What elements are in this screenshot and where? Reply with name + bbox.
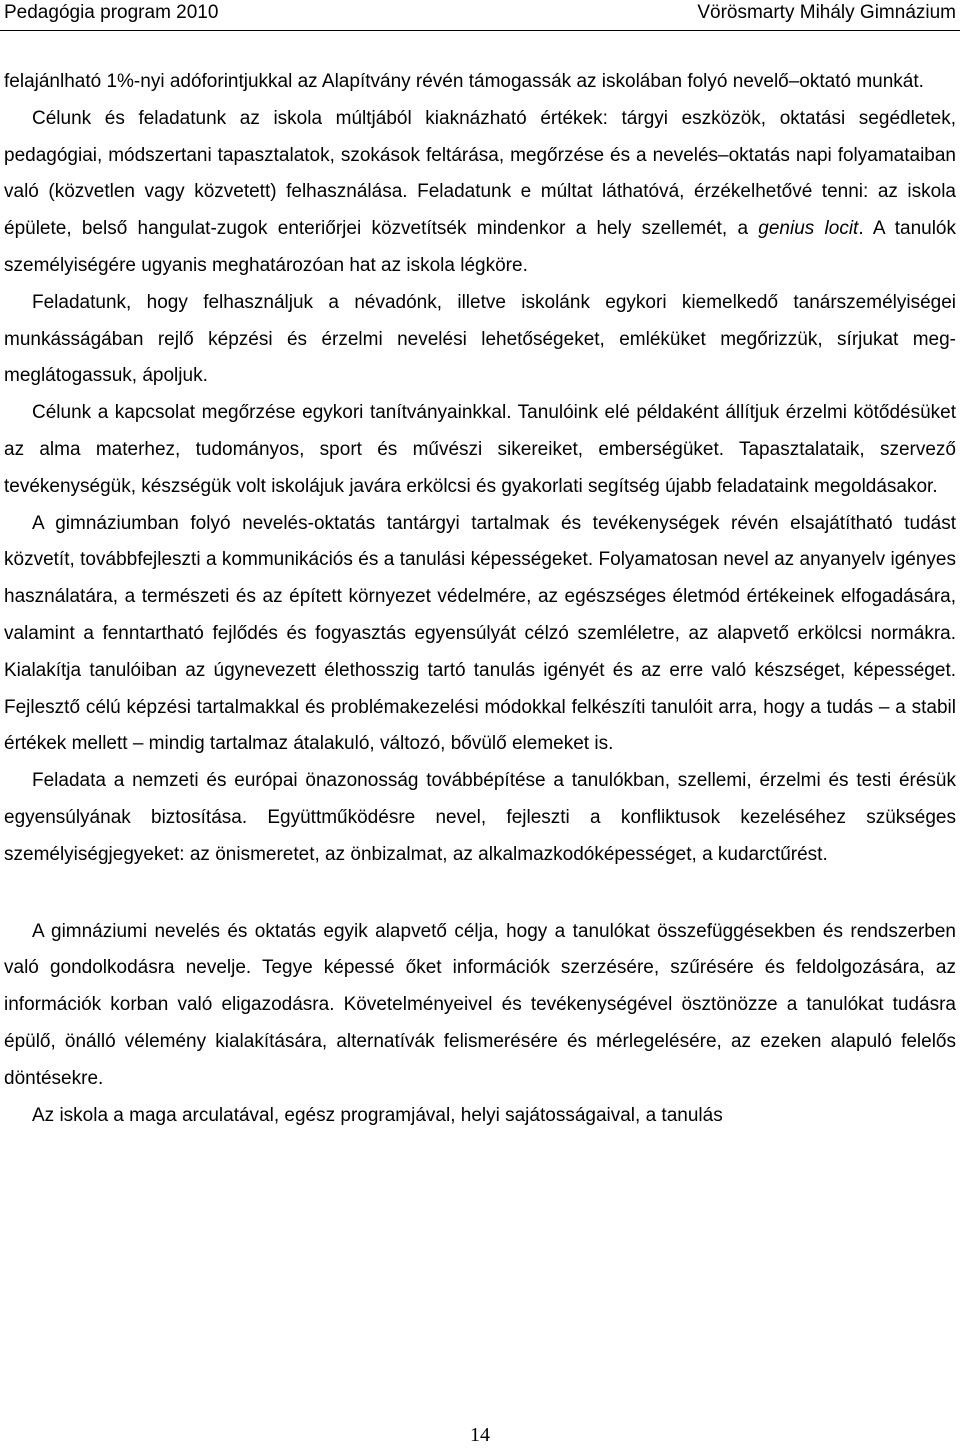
paragraph: felajánlható 1%-nyi adóforintjukkal az Alapítvány révén támogassák az iskolában folyó nevelő–oktató munkát. xyxy=(4,71,924,92)
paragraph xyxy=(4,101,956,285)
header-school-name: Vörösmarty Mihály Gimnázium xyxy=(697,2,956,23)
header-document-title: Pedagógia program 2010 xyxy=(4,2,219,23)
paragraph-text: . A tanulók személyiségére ugyanis meghatározóan hat az iskola légköre. xyxy=(4,218,956,276)
paragraph: Az iskola a maga arculatával, egész programjával, helyi sajátosságaival, a tanulás xyxy=(32,1104,723,1126)
page-header xyxy=(0,0,960,31)
document-body xyxy=(4,64,956,1134)
italic-term: genius locit xyxy=(758,218,859,240)
page-number: 14 xyxy=(470,1424,490,1446)
paragraph: Feladata a nemzeti és európai önazonosság továbbépítése a tanulókban, szellemi, érzelmi és testi érésük egyensúlyának biztosítása. Együttműködésre nevel, fejleszti a konfliktusok kezeléséhez szükséges személyiségjegyeket: az önismeretet, az önbizalmat, az alkalmazkodóképességet, a kudarctűrést. xyxy=(4,770,956,865)
paragraph: Feladatunk, hogy felhasználjuk a névadónk, illetve iskolánk egykori kiemelkedő tanárszemélyiségei munkásságában rejlő képzési és érzelmi nevelési lehetőségeket, emléküket megőrizzük, sírjukat meg- meglátogassuk, ápoljuk. xyxy=(4,291,956,387)
paragraph-text: Célunk és feladatunk az iskola múltjából kiaknázható értékek: tárgyi eszközök, oktatási segédletek, pedagógiai, módszertani tapasztalatok, szokások feltárása, megőrzése és a nevelés–oktatás napi folyamataiban való (közvetlen vagy közvetett) felhasználása. Feladatunk e múltat láthatóvá, érzékelhetővé tenni: az iskola épülete, belső hangulat-zugok enteriőrjei közvetítsék mindenkor a hely szellemét, a xyxy=(4,107,956,240)
paragraph: Célunk a kapcsolat megőrzése egykori tanítványainkkal. Tanulóink elé példaként állítjuk érzelmi kötődésüket az alma materhez, tudományos, sport és művészi sikereiket, emberségüket. Tapasztalataik, szervező tevékenységük, készségük volt iskolájuk javára erkölcsi és gyakorlati segítség újabb feladataink megoldásakor. xyxy=(4,402,956,497)
paragraph: A gimnáziumi nevelés és oktatás egyik alapvető célja, hogy a tanulókat összefüggésekben és rendszerben való gondolkodásra nevelje. Tegye képessé őket információk szerzésére, szűrésére és feldolgozására, az információk korban való eligazodásra. Követelményeivel és tevékenységével ösztönözze a tanulókat tudásra épülő, önálló vélemény kialakítására, alternatívák felismerésére és mérlegelésére, az ezeken alapuló felelős döntésekre. xyxy=(4,920,956,1089)
paragraph: A gimnáziumban folyó nevelés-oktatás tantárgyi tartalmak és tevékenységek révén elsajátítható tudást közvetít, továbbfejleszti a kommunikációs és a tanulási képességeket. Folyamatosan nevel az anyanyelv igényes használatára, a természeti és az épített környezet védelmére, az egészséges életmód értékeinek elfogadására, valamint a fenntartható fejlődés és fogyasztás egyensúlyát célzó szemléletre, az alapvető erkölcsi normákra. Kialakítja tanulóiban az úgynevezett élethosszig tartó tanulás igényét és az erre való készséget, képességet. Fejlesztő célú képzési tartalmakkal és problémakezelési módokkal felkészíti tanulóit arra, hogy a tudás – a stabil értékek mellett – mindig tartalmaz átalakuló, változó, bővülő elemeket is. xyxy=(4,512,956,755)
